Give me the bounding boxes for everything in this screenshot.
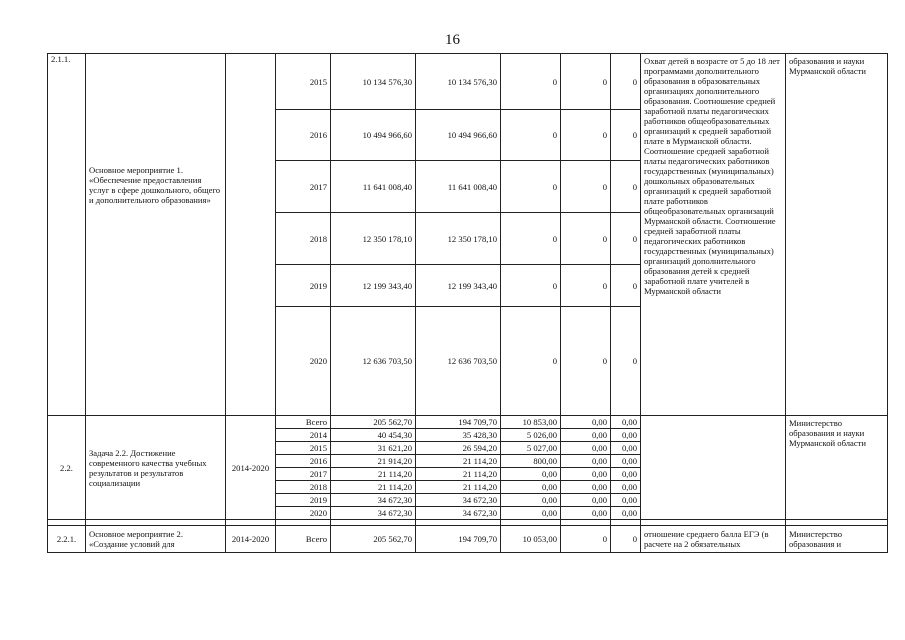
cell-local: 0	[561, 265, 611, 307]
cell-regional: 10 494 966,60	[416, 110, 501, 161]
cell-year: 2015	[276, 442, 331, 455]
cell-federal: 5 026,00	[501, 429, 561, 442]
cell-year: 2014	[276, 429, 331, 442]
indicators-cell	[641, 416, 786, 520]
cell-regional: 11 641 008,40	[416, 161, 501, 213]
cell-other: 0,00	[611, 416, 641, 429]
cell-total: 205 562,70	[331, 526, 416, 553]
cell-local: 0	[561, 307, 611, 416]
cell-regional: 21 114,20	[416, 481, 501, 494]
cell-total: 12 636 703,50	[331, 307, 416, 416]
cell-total: 31 621,20	[331, 442, 416, 455]
cell-total: 205 562,70	[331, 416, 416, 429]
cell-local: 0,00	[561, 429, 611, 442]
row-name: Основное мероприятие 2. «Создание условий для	[86, 526, 226, 553]
cell-year: 2017	[276, 468, 331, 481]
row-period: 2014-2020	[226, 416, 276, 520]
cell-year: 2016	[276, 455, 331, 468]
cell-year: 2020	[276, 307, 331, 416]
cell-local: 0,00	[561, 468, 611, 481]
cell-total: 21 114,20	[331, 481, 416, 494]
cell-year: 2016	[276, 110, 331, 161]
cell-federal: 0,00	[501, 481, 561, 494]
cell-federal: 5 027,00	[501, 442, 561, 455]
cell-other: 0	[611, 54, 641, 110]
cell-regional: 34 672,30	[416, 494, 501, 507]
cell-other: 0,00	[611, 481, 641, 494]
cell-federal: 0	[501, 110, 561, 161]
cell-other: 0	[611, 526, 641, 553]
cell-federal: 0	[501, 54, 561, 110]
indicators-cell: Охват детей в возрасте от 5 до 18 лет программами дополнительного образования в образовательных организациях дополнительного образования. Соотношение средней заработной платы педагогических работников общеобразовательных организаций к средней заработной плате в Мурманской области. Соотношение средней заработной платы педагогических работников государственных (муниципальных) дошкольных образовательных организаций к средней заработной плате работников общеобразовательных организаций Мурманской области. Соотношение средней заработной платы педагогических работников государственных (муниципальных) организаций дополнительного образования детей к средней заработной плате учителей в Мурманской области	[641, 54, 786, 416]
table-row	[48, 416, 888, 429]
executor-cell: образования и науки Мурманской области	[786, 54, 888, 416]
cell-other: 0,00	[611, 507, 641, 520]
cell-total: 21 914,20	[331, 455, 416, 468]
table-row	[48, 54, 888, 110]
cell-regional: 194 709,70	[416, 416, 501, 429]
row-code: 2.2.1.	[48, 526, 86, 553]
cell-local: 0	[561, 110, 611, 161]
table-row	[48, 526, 888, 553]
cell-federal: 0,00	[501, 468, 561, 481]
cell-total: 34 672,30	[331, 507, 416, 520]
cell-other: 0,00	[611, 455, 641, 468]
cell-total: 10 494 966,60	[331, 110, 416, 161]
cell-federal: 0,00	[501, 507, 561, 520]
cell-year: 2019	[276, 265, 331, 307]
cell-local: 0,00	[561, 416, 611, 429]
cell-regional: 34 672,30	[416, 507, 501, 520]
executor-cell: Министерство образования и	[786, 526, 888, 553]
row-name: Задача 2.2. Достижение современного качества учебных результатов и результатов социализации	[86, 416, 226, 520]
cell-local: 0,00	[561, 442, 611, 455]
cell-local: 0,00	[561, 455, 611, 468]
cell-local: 0	[561, 213, 611, 265]
indicators-cell: отношение среднего балла ЕГЭ (в расчете на 2 обязательных	[641, 526, 786, 553]
cell-other: 0,00	[611, 442, 641, 455]
cell-regional: 194 709,70	[416, 526, 501, 553]
row-name: Основное мероприятие 1. «Обеспечение предоставления услуг в сфере дошкольного, общего и дополнительного образования»	[86, 54, 226, 416]
cell-regional: 26 594,20	[416, 442, 501, 455]
cell-other: 0	[611, 110, 641, 161]
cell-total: 10 134 576,30	[331, 54, 416, 110]
cell-year: Всего	[276, 416, 331, 429]
cell-federal: 0	[501, 213, 561, 265]
cell-year: 2018	[276, 481, 331, 494]
cell-federal: 0	[501, 307, 561, 416]
cell-total: 40 454,30	[331, 429, 416, 442]
cell-regional: 10 134 576,30	[416, 54, 501, 110]
row-period: 2014-2020	[226, 526, 276, 553]
cell-federal: 10 853,00	[501, 416, 561, 429]
cell-federal: 0,00	[501, 494, 561, 507]
cell-total: 12 199 343,40	[331, 265, 416, 307]
cell-total: 34 672,30	[331, 494, 416, 507]
page-number: 16	[445, 32, 460, 48]
cell-other: 0	[611, 161, 641, 213]
cell-year: Всего	[276, 526, 331, 553]
cell-regional: 21 114,20	[416, 455, 501, 468]
cell-year: 2018	[276, 213, 331, 265]
cell-total: 12 350 178,10	[331, 213, 416, 265]
program-table	[47, 53, 888, 553]
cell-total: 11 641 008,40	[331, 161, 416, 213]
cell-federal: 0	[501, 161, 561, 213]
cell-year: 2019	[276, 494, 331, 507]
cell-other: 0	[611, 307, 641, 416]
cell-regional: 35 428,30	[416, 429, 501, 442]
cell-federal: 0	[501, 265, 561, 307]
cell-other: 0	[611, 265, 641, 307]
cell-year: 2015	[276, 54, 331, 110]
cell-local: 0	[561, 161, 611, 213]
row-code: 2.1.1.	[48, 54, 86, 416]
cell-local: 0	[561, 54, 611, 110]
cell-federal: 10 053,00	[501, 526, 561, 553]
cell-other: 0	[611, 213, 641, 265]
cell-other: 0,00	[611, 429, 641, 442]
cell-total: 21 114,20	[331, 468, 416, 481]
row-period	[226, 54, 276, 416]
cell-local: 0,00	[561, 494, 611, 507]
cell-local: 0	[561, 526, 611, 553]
cell-regional: 12 350 178,10	[416, 213, 501, 265]
cell-local: 0,00	[561, 507, 611, 520]
cell-regional: 21 114,20	[416, 468, 501, 481]
cell-year: 2017	[276, 161, 331, 213]
executor-cell: Министерство образования и науки Мурманской области	[786, 416, 888, 520]
cell-regional: 12 636 703,50	[416, 307, 501, 416]
row-code: 2.2.	[48, 416, 86, 520]
cell-other: 0,00	[611, 468, 641, 481]
cell-year: 2020	[276, 507, 331, 520]
cell-other: 0,00	[611, 494, 641, 507]
cell-federal: 800,00	[501, 455, 561, 468]
cell-local: 0,00	[561, 481, 611, 494]
cell-regional: 12 199 343,40	[416, 265, 501, 307]
